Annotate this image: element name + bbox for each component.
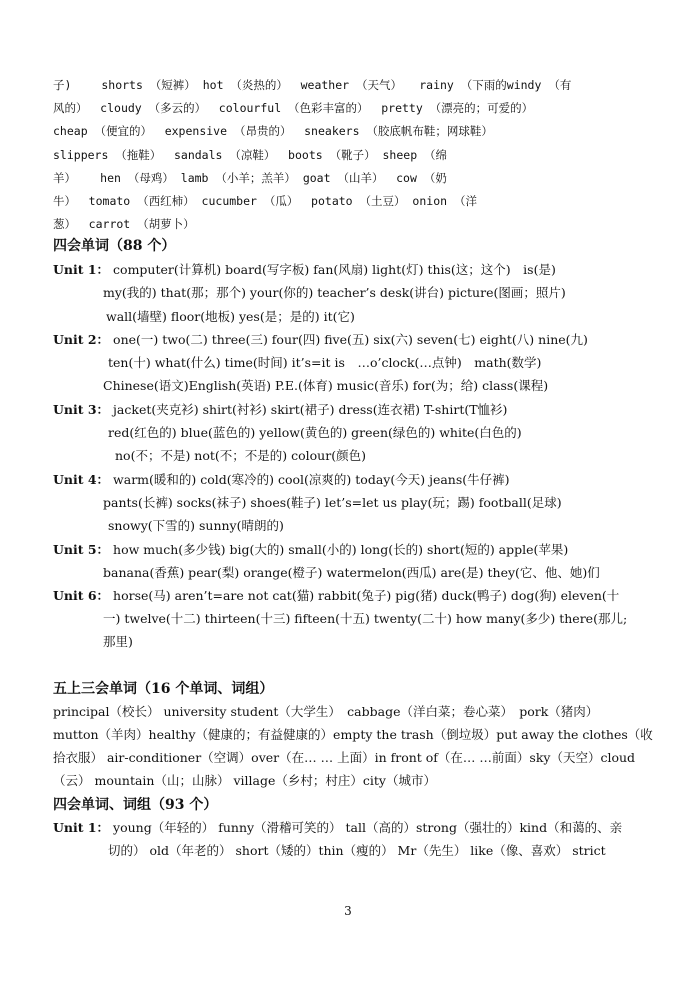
unit-line [53, 400, 690, 420]
unit-label: Unit 2： [53, 332, 110, 347]
unit-label: Unit 3： [53, 402, 110, 417]
vocab-line: 牛） tomato （西红柿） cucumber （瓜） potato （土豆） onion （洋 [53, 194, 477, 208]
vocab-line: 那里) [103, 634, 133, 649]
section-heading: 四会单词（88 个） [53, 238, 176, 254]
vocab-line: （云） mountain（山；山脉） village（乡村；村庄）city（城市） [53, 773, 436, 788]
unit-label: Unit 1： [53, 262, 110, 277]
vocab-line: 风的） cloudy （多云的） colourful （色彩丰富的） pretty （漂亮的；可爱的） [53, 101, 534, 115]
unit-line [53, 586, 690, 606]
vocab-line: cheap （便宜的） expensive （昂贵的） sneakers （胶底帆布鞋；网球鞋） [53, 124, 493, 138]
section-heading: 五上三会单词（16 个单词、词组） [53, 681, 274, 697]
vocab-line: wall(墙壁) floor(地板) yes(是；是的) it(它) [106, 309, 355, 324]
vocab-line: banana(香蕉) pear(梨) orange(橙子) watermelon(西瓜) are(是) they(它、他、她)们 [103, 565, 600, 580]
unit-line [53, 330, 690, 350]
section-heading: 四会单词、词组（93 个） [53, 797, 218, 813]
unit-words: young（年轻的） funny（滑稽可笑的） tall（高的）strong（强壮的）kind（和蔼的、亲 [113, 820, 623, 835]
unit-line [53, 540, 690, 560]
vocab-line: snowy(下雪的) sunny(晴朗的) [108, 518, 284, 533]
unit-label: Unit 5： [53, 542, 110, 557]
unit-words: how much(多少钱) big(大的) small(小的) long(长的) short(短的) apple(苹果) [113, 542, 569, 557]
vocab-line: Chinese(语文)English(英语) P.E.(体育) music(音乐) for(为；给) class(课程) [103, 378, 549, 393]
unit-words: computer(计算机) board(写字板) fan(风扇) light(灯) this(这；这个) is(是) [113, 262, 556, 277]
vocab-line: slippers （拖鞋） sandals （凉鞋） boots （靴子） sheep （绵 [53, 148, 448, 162]
vocab-line: 拾衣服） air-conditioner（空调）over（在… … 上面）in front of（在… …前面）sky（天空）cloud [53, 750, 636, 765]
page-number: 3 [344, 904, 352, 918]
vocab-line: my(我的) that(那；那个) your(你的) teacher’s desk(讲台) picture(图画；照片) [103, 285, 566, 300]
vocab-line: red(红色的) blue(蓝色的) yellow(黄色的) green(绿色的) white(白色的) [108, 425, 522, 440]
unit-label: Unit 6： [53, 588, 110, 603]
vocab-line: 羊） hen （母鸡） lamb （小羊；羔羊） goat （山羊） cow （奶 [53, 171, 447, 185]
unit-words: one(一) two(二) three(三) four(四) five(五) six(六) seven(七) eight(八) nine(九) [113, 332, 588, 347]
unit-line [53, 818, 690, 838]
vocab-line: ten(十) what(什么) time(时间) it’s=it is …o’clock(…点钟) math(数学) [108, 355, 542, 370]
vocab-line: pants(长裤) socks(袜子) shoes(鞋子) let’s=let us play(玩；踢) football(足球) [103, 495, 562, 510]
vocab-line: 切的） old（年老的） short（矮的）thin（瘦的） Mr（先生） like（像、喜欢） strict [108, 843, 606, 858]
unit-line [53, 470, 690, 490]
vocab-line: 子) shorts （短裤） hot （炎热的） weather （天气） rainy （下雨的windy （有 [53, 78, 572, 92]
unit-words: horse(马) aren’t=are not cat(猫) rabbit(兔子) pig(猪) duck(鸭子) dog(狗) eleven(十 [113, 588, 620, 603]
unit-label: Unit 4： [53, 472, 110, 487]
unit-words: warm(暖和的) cold(寒冷的) cool(凉爽的) today(今天) jeans(牛仔裤) [113, 472, 510, 487]
vocab-line: 葱） carrot （胡萝卜） [53, 217, 195, 231]
unit-label: Unit 1： [53, 820, 110, 835]
vocab-line: principal（校长） university student（大学生） cabbage（洋白菜；卷心菜） pork（猪肉） [53, 704, 599, 719]
unit-line [53, 260, 690, 280]
vocab-line: mutton（羊肉）healthy（健康的；有益健康的）empty the trash（倒垃圾）put away the clothes（收 [53, 727, 653, 742]
unit-words: jacket(夹克衫) shirt(衬衫) skirt(裙子) dress(连衣裙) T-shirt(T恤衫) [113, 402, 508, 417]
vocab-line: 一) twelve(十二) thirteen(十三) fifteen(十五) twenty(二十) how many(多少) there(那儿; [103, 611, 628, 626]
vocab-line: no(不；不是) not(不；不是的) colour(颜色) [115, 448, 366, 463]
